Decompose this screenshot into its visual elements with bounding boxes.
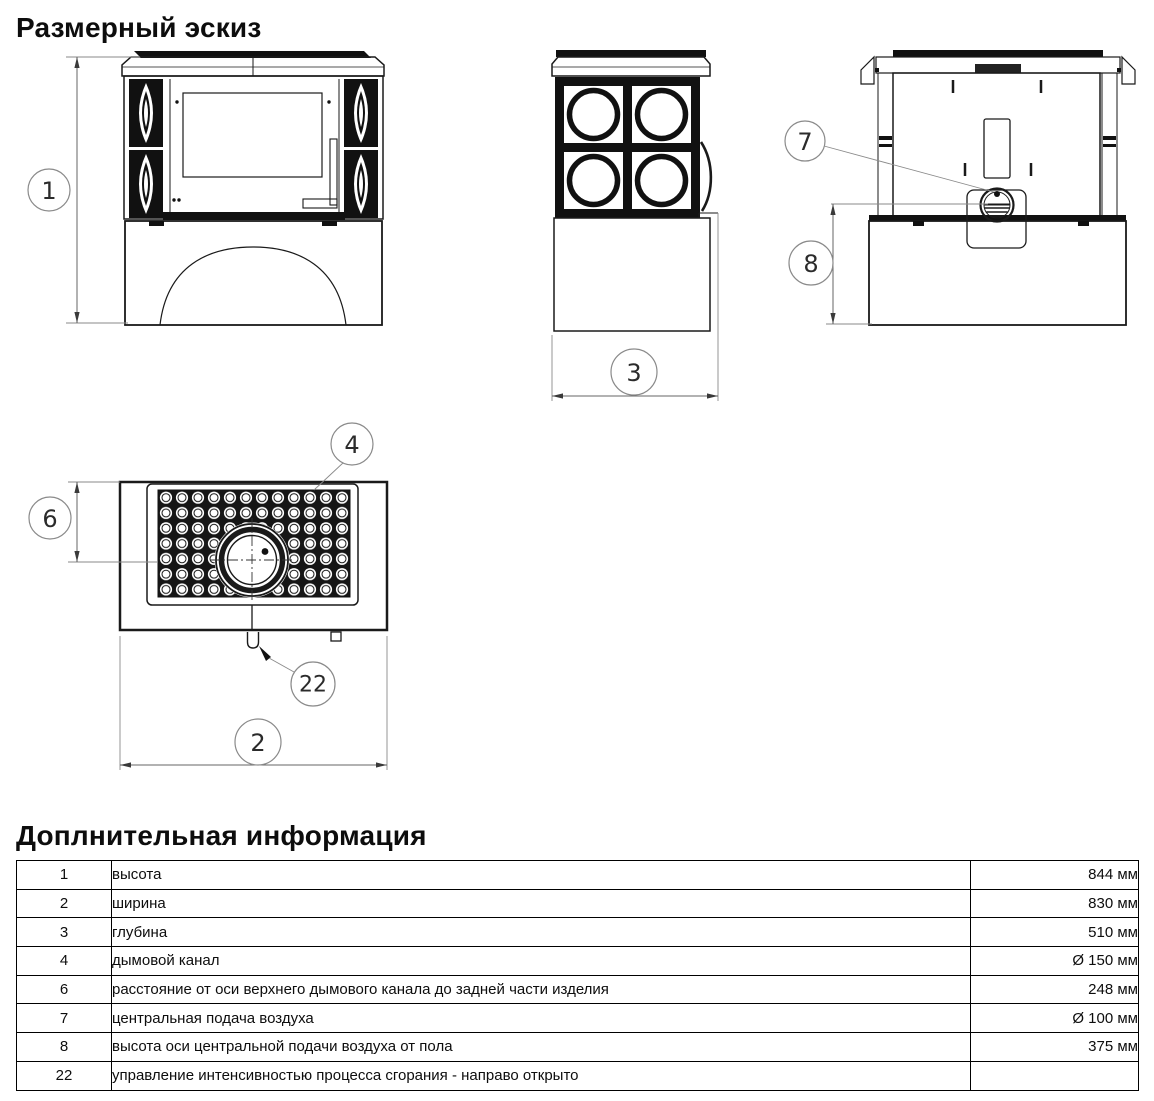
svg-text:22: 22 (299, 672, 327, 698)
front-view (122, 51, 384, 325)
callout-air-supply (785, 121, 994, 192)
air-inlet (981, 189, 1014, 222)
row-description: ширина (112, 889, 971, 918)
row-value: 510 мм (971, 918, 1139, 947)
glass-door (183, 93, 322, 177)
callout-control (259, 646, 335, 706)
table-row (17, 947, 1139, 976)
row-description: управление интенсивностью процесса сгорания - направо открыто (112, 1061, 971, 1090)
dimension-depth (552, 213, 718, 401)
svg-text:8: 8 (803, 250, 819, 278)
row-number: 7 (17, 1004, 112, 1033)
svg-text:7: 7 (797, 128, 813, 156)
dimension-width (120, 636, 387, 770)
dimensions-table (16, 860, 1139, 1091)
row-description: высота оси центральной подачи воздуха от пола (112, 1033, 971, 1062)
row-value: Ø 100 мм (971, 1004, 1139, 1033)
side-handle (701, 142, 711, 211)
table-row (17, 1004, 1139, 1033)
page-title: Размерный эскиз (16, 12, 262, 43)
svg-text:1: 1 (41, 177, 57, 205)
table-row (17, 1033, 1139, 1062)
additional-info-title: Доплнительная информация (16, 820, 427, 851)
svg-text:3: 3 (626, 359, 642, 387)
row-value (971, 1061, 1139, 1090)
row-number: 22 (17, 1061, 112, 1090)
table-row (17, 975, 1139, 1004)
side-view (552, 50, 718, 331)
row-description: дымовой канал (112, 947, 971, 976)
table-row (17, 918, 1139, 947)
control-knob (248, 632, 259, 648)
row-number: 6 (17, 975, 112, 1004)
top-view (120, 482, 387, 648)
row-value: 248 мм (971, 975, 1139, 1004)
table-row (17, 1061, 1139, 1090)
table-row (17, 889, 1139, 918)
row-number: 4 (17, 947, 112, 976)
dimension-rear-offset (29, 482, 158, 562)
row-number: 2 (17, 889, 112, 918)
lens-ornaments (139, 83, 368, 214)
row-number: 3 (17, 918, 112, 947)
back-view (861, 50, 1135, 325)
row-description: глубина (112, 918, 971, 947)
svg-text:6: 6 (42, 505, 58, 533)
row-number: 1 (17, 861, 112, 890)
dimension-height (28, 57, 140, 323)
row-value: 375 мм (971, 1033, 1139, 1062)
row-description: высота (112, 861, 971, 890)
row-number: 8 (17, 1033, 112, 1062)
row-value: 830 мм (971, 889, 1139, 918)
row-value: 844 мм (971, 861, 1139, 890)
callout-smoke-channel (314, 423, 373, 490)
row-value: Ø 150 мм (971, 947, 1139, 976)
svg-text:2: 2 (250, 729, 266, 757)
door-handle (330, 139, 337, 205)
row-description: центральная подача воздуха (112, 1004, 971, 1033)
svg-text:4: 4 (344, 431, 360, 459)
row-description: расстояние от оси верхнего дымового канала до задней части изделия (112, 975, 971, 1004)
table-row (17, 861, 1139, 890)
dimension-air-height (789, 204, 988, 324)
